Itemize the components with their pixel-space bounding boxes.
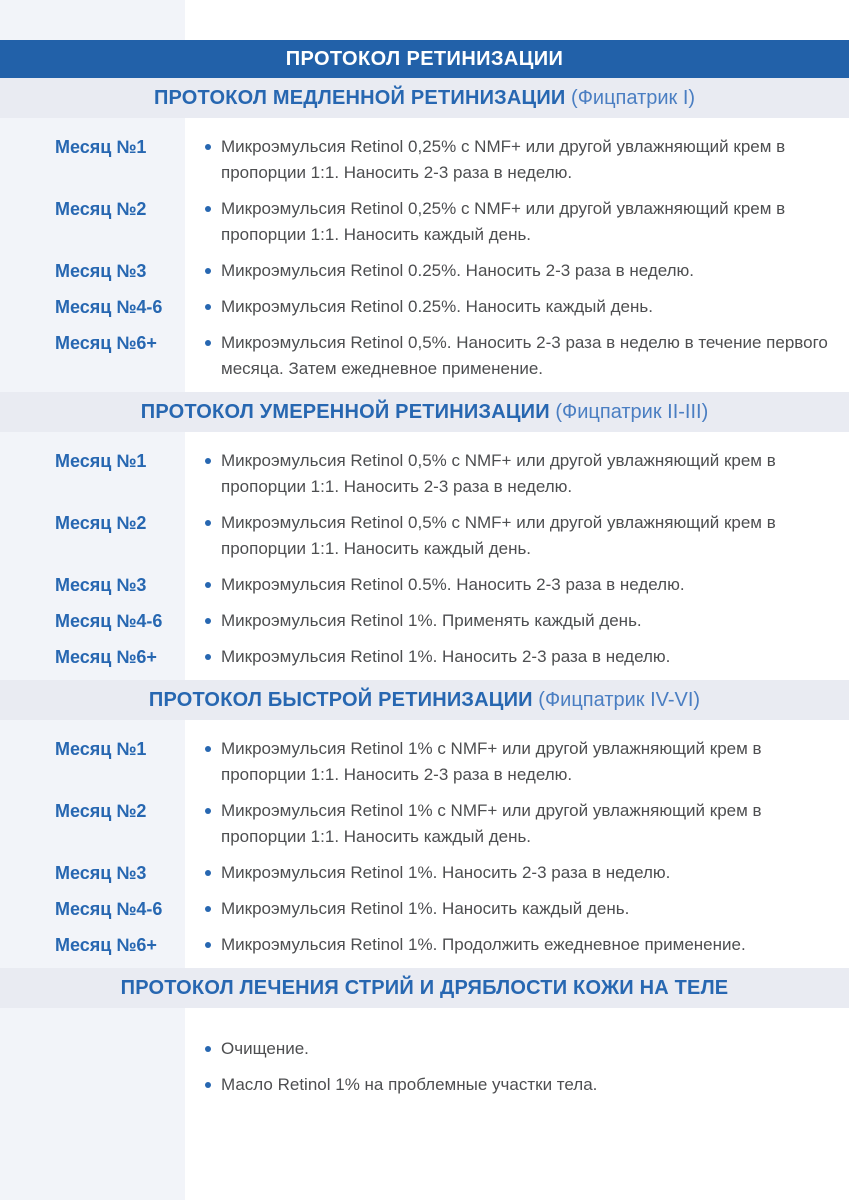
section-subtitle: (Фицпатрик II-III) [549, 400, 709, 423]
item-text: Микроэмульсия Retinol 1%. Наносить 2-3 раза в неделю. [221, 863, 671, 882]
item-text: Микроэмульсия Retinol 0,5%. Наносить 2-3 раза в неделю в течение первого месяца. Затем ежедневное применение. [221, 333, 828, 378]
section-header [0, 968, 849, 1008]
protocol-row [0, 572, 849, 598]
section-title: ПРОТОКОЛ БЫСТРОЙ РЕТИНИЗАЦИИ [148, 688, 533, 711]
page-title: ПРОТОКОЛ РЕТИНИЗАЦИИ [285, 47, 564, 70]
section-header [0, 680, 849, 720]
bullet-icon [205, 906, 211, 912]
month-label: Месяц №2 [55, 801, 147, 821]
list-item [205, 294, 653, 320]
month-label: Месяц №2 [55, 513, 147, 533]
section-subtitle: (Фицпатрик I) [565, 86, 696, 109]
item-text: Микроэмульсия Retinol 0,5% с NMF+ или другой увлажняющий крем в пропорции 1:1. Наносить каждый день. [221, 513, 776, 558]
section-header [0, 392, 849, 432]
section-rows [0, 118, 849, 382]
protocol-section [0, 968, 849, 1098]
item-text: Микроэмульсия Retinol 1%. Наносить 2-3 раза в неделю. [221, 647, 671, 666]
protocol-section [0, 680, 849, 958]
section-title: ПРОТОКОЛ УМЕРЕННОЙ РЕТИНИЗАЦИИ [140, 400, 550, 423]
list-item [205, 644, 670, 670]
protocol-row [0, 134, 849, 186]
bullet-icon [205, 942, 211, 948]
document-title-bar [0, 40, 849, 78]
item-text: Микроэмульсия Retinol 1%. Продолжить ежедневное применение. [221, 935, 746, 954]
list-item [205, 896, 629, 922]
item-text: Микроэмульсия Retinol 1% с NMF+ или другой увлажняющий крем в пропорции 1:1. Наносить 2-3 раза в неделю. [221, 739, 762, 784]
protocol-section [0, 78, 849, 382]
list-item [205, 798, 836, 850]
bullet-icon [205, 268, 211, 274]
protocol-row [0, 510, 849, 562]
month-label: Месяц №3 [55, 863, 147, 883]
bullet-icon [205, 582, 211, 588]
bullet-icon [205, 1082, 211, 1088]
item-text: Микроэмульсия Retinol 0.25%. Наносить 2-3 раза в неделю. [221, 261, 695, 280]
month-label: Месяц №4-6 [55, 899, 163, 919]
item-text: Микроэмульсия Retinol 0,25% с NMF+ или другой увлажняющий крем в пропорции 1:1. Наносить 2-3 раза в неделю. [221, 137, 786, 182]
bullet-icon [205, 618, 211, 624]
list-item [205, 736, 836, 788]
item-text: Микроэмульсия Retinol 0.25%. Наносить каждый день. [221, 297, 653, 316]
protocol-row [0, 1036, 849, 1062]
list-item [205, 1036, 309, 1062]
bullet-icon [205, 458, 211, 464]
bullet-icon [205, 520, 211, 526]
month-label: Месяц №3 [55, 575, 147, 595]
bullet-icon [205, 304, 211, 310]
item-text: Очищение. [221, 1039, 309, 1058]
bullet-icon [205, 808, 211, 814]
month-label: Месяц №6+ [55, 935, 157, 955]
protocol-row [0, 258, 849, 284]
month-label: Месяц №6+ [55, 647, 157, 667]
section-rows [0, 432, 849, 670]
month-label: Месяц №6+ [55, 333, 157, 353]
list-item [205, 932, 746, 958]
list-item [205, 330, 836, 382]
protocol-row [0, 860, 849, 886]
list-item [205, 572, 685, 598]
protocol-row [0, 932, 849, 958]
protocol-row [0, 608, 849, 634]
month-label: Месяц №4-6 [55, 611, 163, 631]
list-item [205, 608, 642, 634]
list-item [205, 1072, 597, 1098]
item-text: Микроэмульсия Retinol 1%. Наносить каждый день. [221, 899, 630, 918]
section-title: ПРОТОКОЛ МЕДЛЕННОЙ РЕТИНИЗАЦИИ [153, 86, 566, 109]
list-item [205, 510, 836, 562]
section-title: ПРОТОКОЛ ЛЕЧЕНИЯ СТРИЙ И ДРЯБЛОСТИ КОЖИ НА ТЕЛЕ [120, 976, 729, 999]
bullet-icon [205, 1046, 211, 1052]
item-text: Микроэмульсия Retinol 1%. Применять каждый день. [221, 611, 642, 630]
bullet-icon [205, 654, 211, 660]
bullet-icon [205, 206, 211, 212]
item-text: Микроэмульсия Retinol 0,5% с NMF+ или другой увлажняющий крем в пропорции 1:1. Наносить 2-3 раза в неделю. [221, 451, 776, 496]
protocol-row [0, 1072, 849, 1098]
section-subtitle: (Фицпатрик IV-VI) [532, 688, 701, 711]
list-item [205, 196, 836, 248]
month-label: Месяц №4-6 [55, 297, 163, 317]
bullet-icon [205, 870, 211, 876]
month-label: Месяц №1 [55, 451, 147, 471]
list-item [205, 258, 694, 284]
item-text: Масло Retinol 1% на проблемные участки тела. [221, 1075, 598, 1094]
month-label: Месяц №2 [55, 199, 147, 219]
protocol-row [0, 196, 849, 248]
month-label: Месяц №1 [55, 739, 147, 759]
protocol-row [0, 644, 849, 670]
protocol-row [0, 896, 849, 922]
protocol-row [0, 448, 849, 500]
top-spacer [0, 0, 849, 40]
bullet-icon [205, 144, 211, 150]
bullet-icon [205, 746, 211, 752]
list-item [205, 134, 836, 186]
list-item [205, 448, 836, 500]
protocol-row [0, 294, 849, 320]
month-label: Месяц №1 [55, 137, 147, 157]
protocol-row [0, 736, 849, 788]
section-rows [0, 1008, 849, 1098]
protocol-section [0, 392, 849, 670]
item-text: Микроэмульсия Retinol 1% с NMF+ или другой увлажняющий крем в пропорции 1:1. Наносить каждый день. [221, 801, 762, 846]
item-text: Микроэмульсия Retinol 0,25% с NMF+ или другой увлажняющий крем в пропорции 1:1. Наносить каждый день. [221, 199, 786, 244]
section-header [0, 78, 849, 118]
protocol-row [0, 798, 849, 850]
protocol-row [0, 330, 849, 382]
bullet-icon [205, 340, 211, 346]
sections-container [0, 78, 849, 1098]
item-text: Микроэмульсия Retinol 0.5%. Наносить 2-3 раза в неделю. [221, 575, 685, 594]
section-rows [0, 720, 849, 958]
month-label: Месяц №3 [55, 261, 147, 281]
list-item [205, 860, 670, 886]
